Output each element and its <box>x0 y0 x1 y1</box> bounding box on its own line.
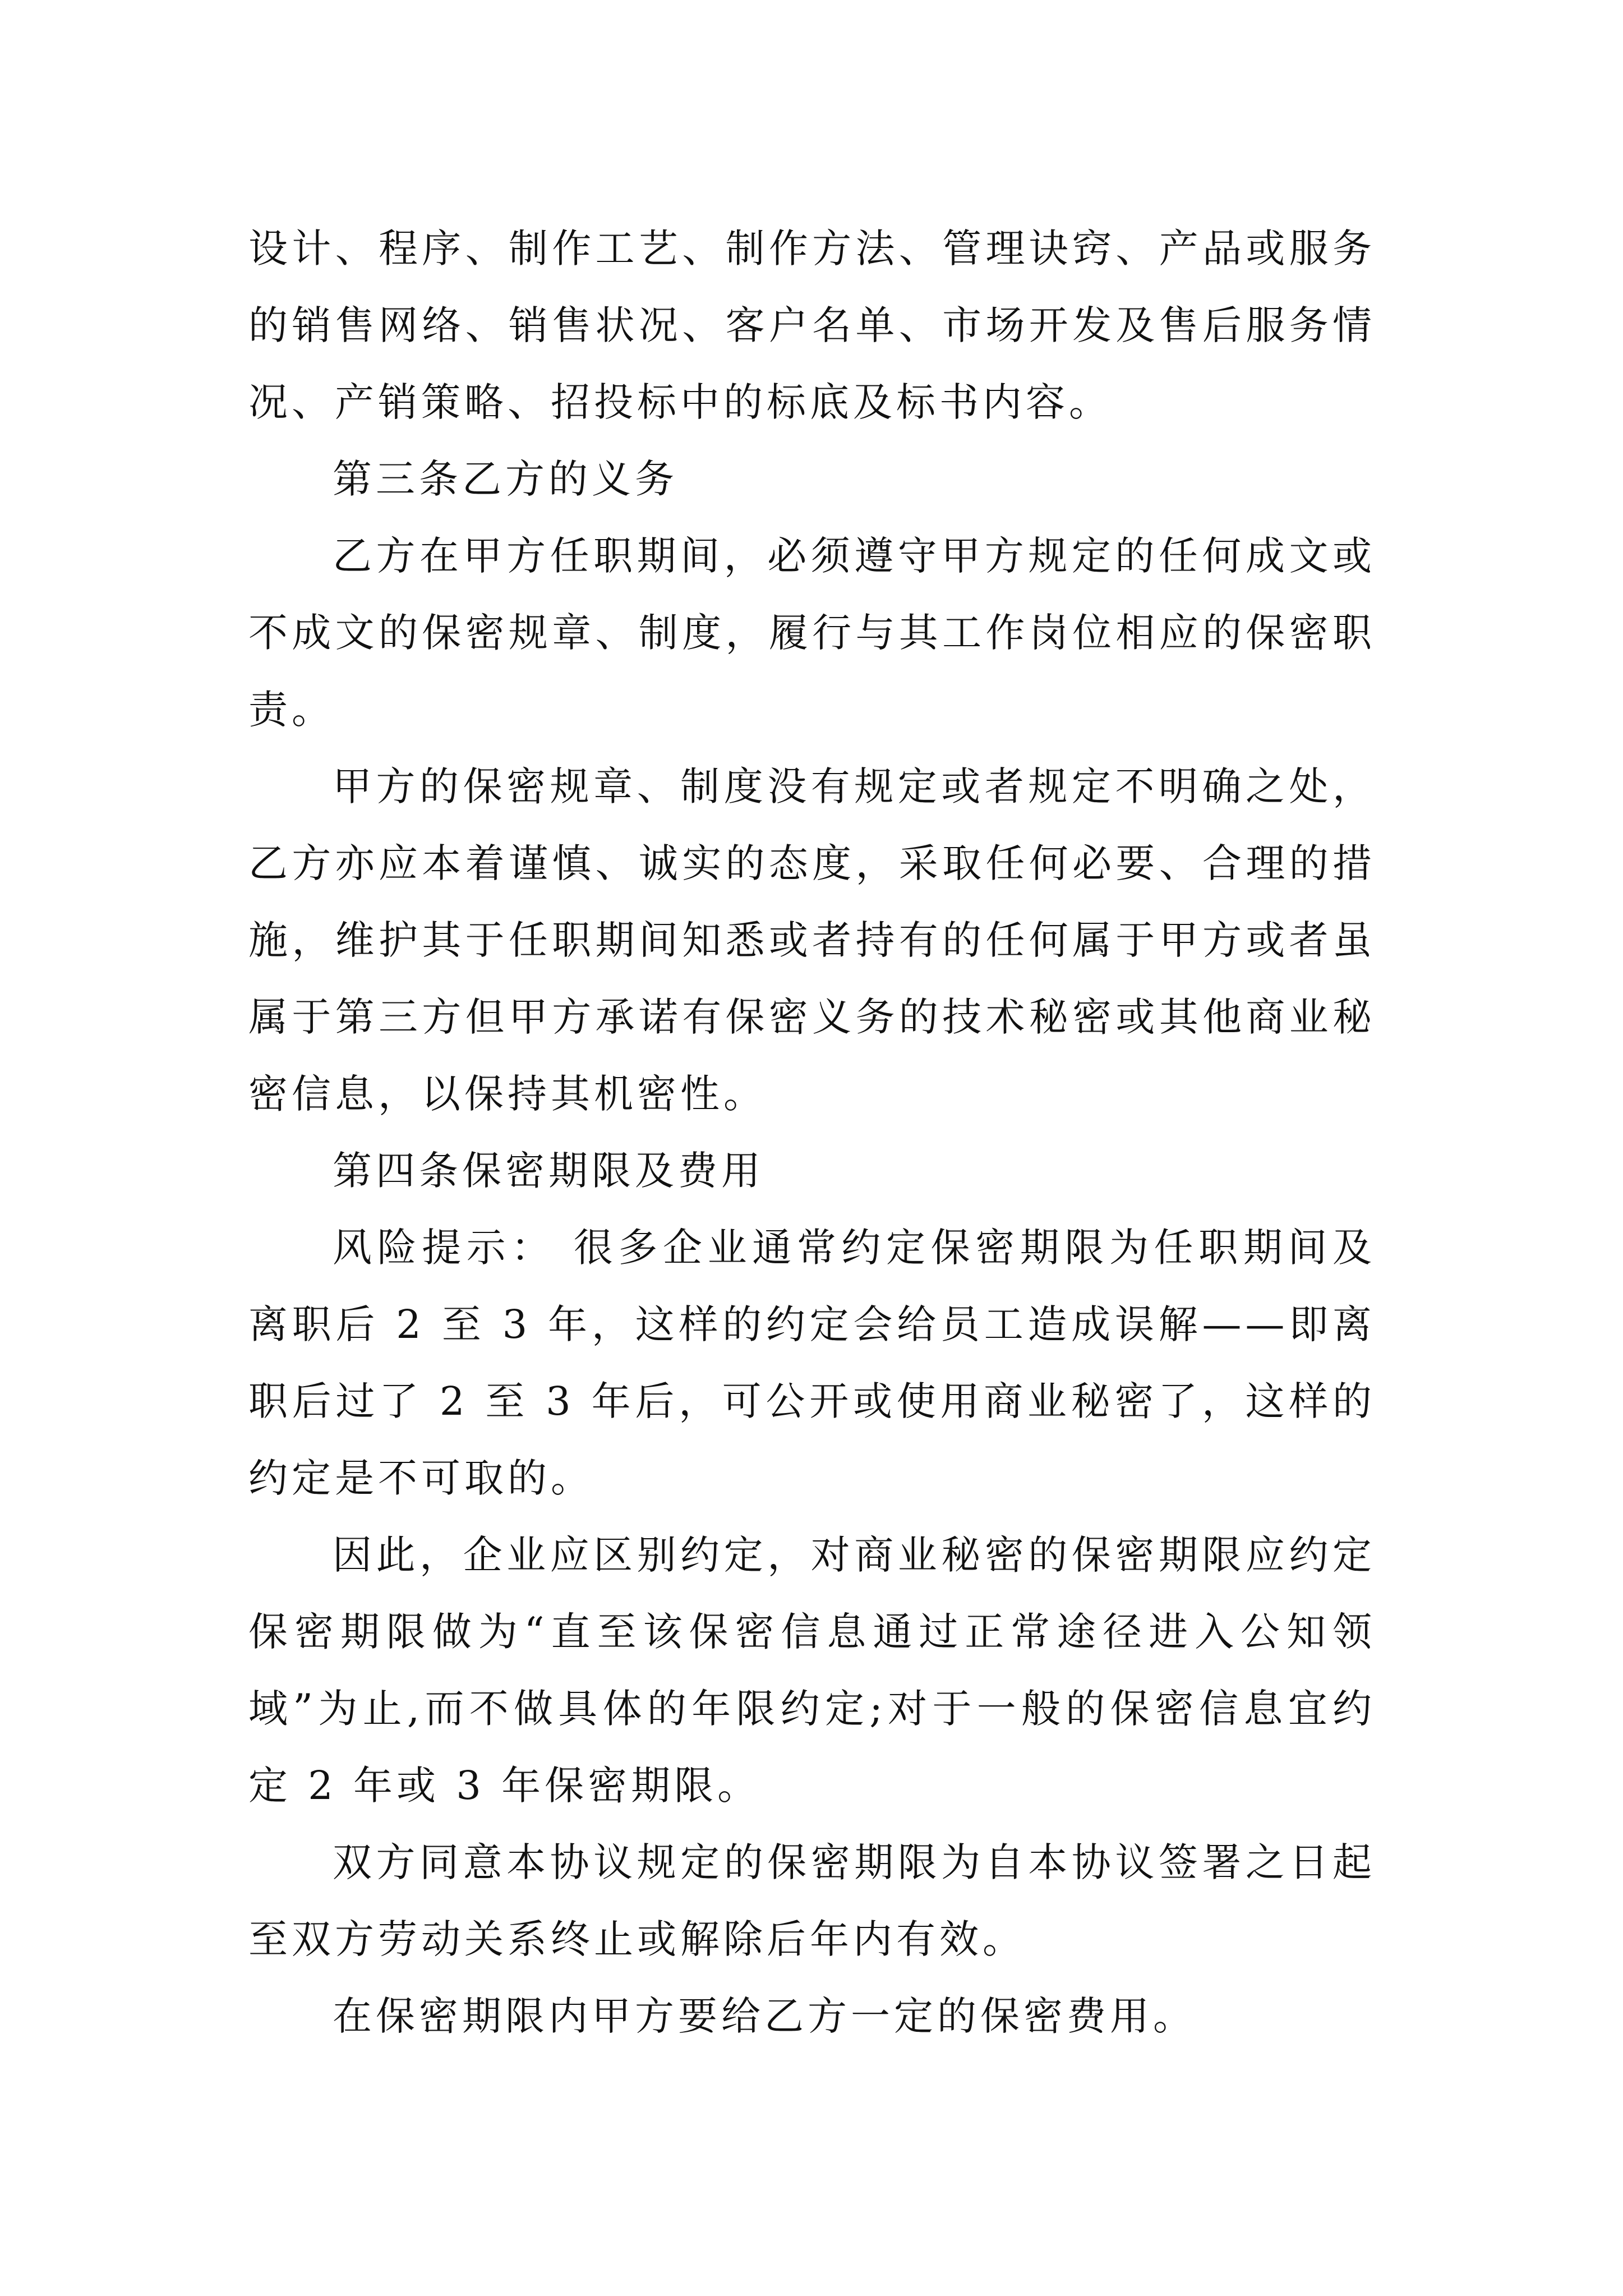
risk-warning-paragraph: 风险提示： 很多企业通常约定保密期限为任职期间及离职后 2 至 3 年，这样的约定会给员工造成误解——即离职后过了 2 至 3 年后，可公开或使用商业秘密了，这样的约定是不可取的。 <box>248 1225 1376 1501</box>
paragraph: 因此，企业应区别约定，对商业秘密的保密期限应约定保密期限做为“直至该保密信息通过正常途径进入公知领域”为止,而不做具体的年限约定;对于一般的保密信息宜约定 2 年或 3 年保密期限。 <box>248 1532 1376 1809</box>
article-4-heading: 第四条保密期限及费用 <box>333 1148 764 1194</box>
paragraph: 乙方在甲方任职期间，必须遵守甲方规定的任何成文或不成文的保密规章、制度，履行与其工作岗位相应的保密职责。 <box>248 533 1376 733</box>
paragraph: 在保密期限内甲方要给乙方一定的保密费用。 <box>333 1993 1196 2039</box>
paragraph-continuation: 设计、程序、制作工艺、制作方法、管理诀窍、产品或服务的销售网络、销售状况、客户名单、市场开发及售后服务情况、产销策略、招投标中的标底及标书内容。 <box>248 226 1376 425</box>
paragraph: 双方同意本协议规定的保密期限为自本协议签署之日起至双方劳动关系终止或解除后年内有效。 <box>248 1839 1376 1962</box>
article-3-heading: 第三条乙方的义务 <box>333 456 678 502</box>
document-body <box>248 210 1376 2055</box>
paragraph: 甲方的保密规章、制度没有规定或者规定不明确之处，乙方亦应本着谨慎、诚实的态度，采取任何必要、合理的措施，维护其于任职期间知悉或者持有的任何属于甲方或者虽属于第三方但甲方承诺有保密义务的技术秘密或其他商业秘密信息，以保持其机密性。 <box>248 763 1376 1117</box>
